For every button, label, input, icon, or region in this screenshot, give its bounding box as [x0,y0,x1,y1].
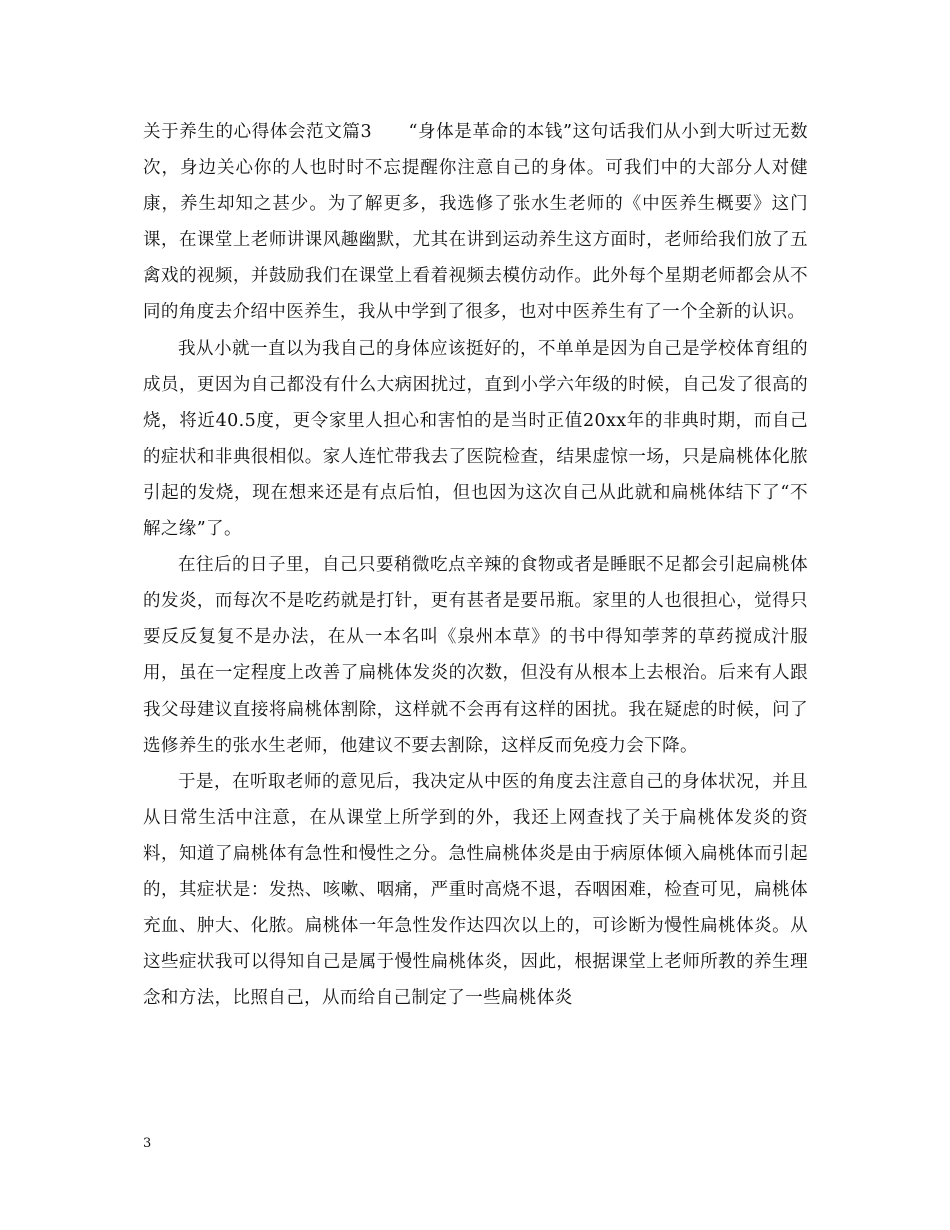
paragraph-4: 于是，在听取老师的意见后，我决定从中医的角度去注意自己的身体状况，并且从日常生活中注意，在从课堂上所学到的外，我还上网查找了关于扁桃体发炎的资料，知道了扁桃体有急性和慢性之分。急性扁桃体炎是由于病原体倾入扁桃体而引起的，其症状是：发热、咳嗽、咽痛，严重时高烧不退，吞咽困难，检查可见，扁桃体充血、肿大、化脓。扁桃体一年急性发作达四次以上的，可诊断为慢性扁桃体炎。从这些症状我可以得知自己是属于慢性扁桃体炎，因此，根据课堂上老师所教的养生理念和方法，比照自己，从而给自己制定了一些扁桃体炎 [143,771,808,1009]
document-body [143,114,808,1016]
paragraph-1: 关于养生的心得体会范文篇3 “身体是革命的本钱”这句话我们从小到大听过无数次，身边关心你的人也时时不忘提醒你注意自己的身体。可我们中的大部分人对健康，养生却知之甚少。为了解更多，我选修了张水生老师的《中医养生概要》这门课，在课堂上老师讲课风趣幽默，尤其在讲到运动养生这方面时，老师给我们放了五禽戏的视频，并鼓励我们在课堂上看着视频去模仿动作。此外每个星期老师都会从不同的角度去介绍中医养生，我从中学到了很多，也对中医养生有了一个全新的认识。 [143,122,808,323]
paragraph-2: 我从小就一直以为我自己的身体应该挺好的，不单单是因为自己是学校体育组的成员，更因为自己都没有什么大病困扰过，直到小学六年级的时候，自己发了很高的烧，将近40.5度，更令家里人担心和害怕的是当时正值20xx年的非典时期，而自己的症状和非典很相似。家人连忙带我去了医院检查，结果虚惊一场，只是扁桃体化脓引起的发烧，现在想来还是有点后怕，但也因为这次自己从此就和扁桃体结下了“不解之缘”了。 [143,338,808,540]
paragraph-3: 在往后的日子里，自己只要稍微吃点辛辣的食物或者是睡眠不足都会引起扁桃体的发炎，而每次不是吃药就是打针，更有甚者是要吊瓶。家里的人也很担心，觉得只要反反复复不是办法，在从一本名叫《泉州本草》的书中得知荸荠的草药搅成汁服用，虽在一定程度上改善了扁桃体发炎的次数，但没有从根本上去根治。后来有人跟我父母建议直接将扁桃体割除，这样就不会再有这样的困扰。我在疑虑的时候，问了选修养生的张水生老师，他建议不要去割除，这样反而免疫力会下降。 [143,555,808,756]
page-number: 3 [143,1136,152,1151]
